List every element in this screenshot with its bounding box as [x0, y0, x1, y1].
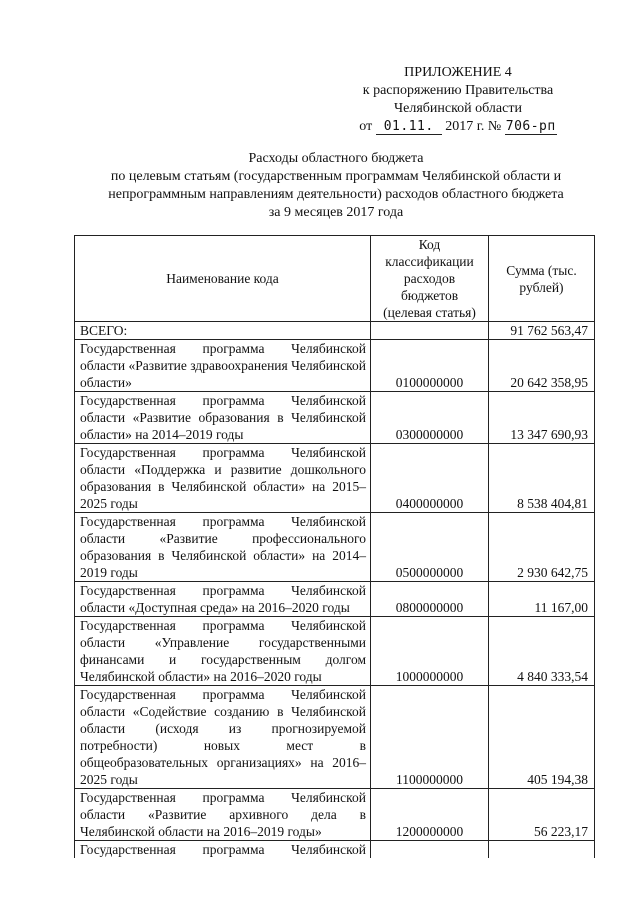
- header-sum: Сумма (тыс. рублей): [489, 236, 595, 322]
- document-title: [60, 150, 612, 222]
- table-row-cut: [75, 841, 595, 859]
- row-code: [371, 841, 489, 859]
- appendix-date-line: [328, 118, 588, 136]
- total-sum: 91 762 563,47: [489, 322, 595, 340]
- header-code: Код классификации расходов бюджетов (целевая статья): [371, 236, 489, 322]
- total-label: ВСЕГО:: [75, 322, 371, 340]
- table-row: [75, 789, 595, 841]
- date-day-month: 01.11.: [376, 119, 442, 135]
- row-code: 0100000000: [371, 340, 489, 392]
- table-row: [75, 392, 595, 444]
- year-text: 2017 г. №: [445, 119, 502, 134]
- row-code: 0400000000: [371, 444, 489, 513]
- table-row-total: [75, 322, 595, 340]
- table-row: [75, 617, 595, 686]
- table-row: [75, 340, 595, 392]
- title-line-2: по целевым статьям (государственным программам Челябинской области и: [110, 169, 562, 184]
- row-code: 1100000000: [371, 686, 489, 789]
- row-sum: [489, 841, 595, 859]
- title-line-3: непрограммным направлениям деятельности) расходов областного бюджета: [108, 187, 564, 202]
- row-name: Государственная программа Челябинской области «Доступная среда» на 2016–2020 годы: [75, 582, 371, 617]
- row-code: 1200000000: [371, 789, 489, 841]
- row-sum: 2 930 642,75: [489, 513, 595, 582]
- row-name: Государственная программа Челябинской области «Развитие здравоохранения Челябинской области»: [75, 340, 371, 392]
- row-code: 0500000000: [371, 513, 489, 582]
- table-header-row: [75, 236, 595, 322]
- row-name: Государственная программа Челябинской области «Управление государственными финансами и государственным долгом Челябинской области» на 2016–2020 годы: [75, 617, 371, 686]
- row-name: Государственная программа Челябинской области «Содействие созданию в Челябинской области (исходя из прогнозируемой потребности) новых мест в общеобразовательных организациях» на 2016–2025 годы: [75, 686, 371, 789]
- appendix-line-decree: к распоряжению Правительства: [362, 83, 554, 98]
- row-sum: 11 167,00: [489, 582, 595, 617]
- row-sum: 56 223,17: [489, 789, 595, 841]
- total-code: [371, 322, 489, 340]
- row-sum: 20 642 358,95: [489, 340, 595, 392]
- row-sum: 4 840 333,54: [489, 617, 595, 686]
- table-row: [75, 582, 595, 617]
- table-row: [75, 513, 595, 582]
- row-code: 0800000000: [371, 582, 489, 617]
- row-sum: 8 538 404,81: [489, 444, 595, 513]
- row-name: Государственная программа Челябинской области «Развитие профессионального образования в Челябинской области» на 2014–2019 годы: [75, 513, 371, 582]
- table-row: [75, 444, 595, 513]
- from-label: от: [359, 119, 373, 134]
- row-code: 0300000000: [371, 392, 489, 444]
- appendix-header: [328, 64, 588, 136]
- row-name: Государственная программа Челябинской области «Развитие архивного дела в Челябинской области на 2016–2019 годы»: [75, 789, 371, 841]
- table-row: [75, 686, 595, 789]
- header-name: Наименование кода: [75, 236, 371, 322]
- row-code: 1000000000: [371, 617, 489, 686]
- title-line-4: за 9 месяцев 2017 года: [268, 205, 404, 220]
- row-name: Государственная программа Челябинской области «Развитие образования в Челябинской области» на 2014–2019 годы: [75, 392, 371, 444]
- row-name: Государственная программа Челябинской области «Поддержка и развитие дошкольного образования в Челябинской области» на 2015–2025 годы: [75, 444, 371, 513]
- decree-number: 706-рп: [505, 119, 556, 134]
- title-line-1: Расходы областного бюджета: [248, 151, 424, 166]
- expenses-table: [74, 235, 595, 858]
- row-name: Государственная программа Челябинской: [75, 841, 371, 859]
- appendix-line-region: Челябинской области: [394, 101, 522, 116]
- row-sum: 13 347 690,93: [489, 392, 595, 444]
- row-sum: 405 194,38: [489, 686, 595, 789]
- appendix-title: ПРИЛОЖЕНИЕ 4: [404, 65, 512, 80]
